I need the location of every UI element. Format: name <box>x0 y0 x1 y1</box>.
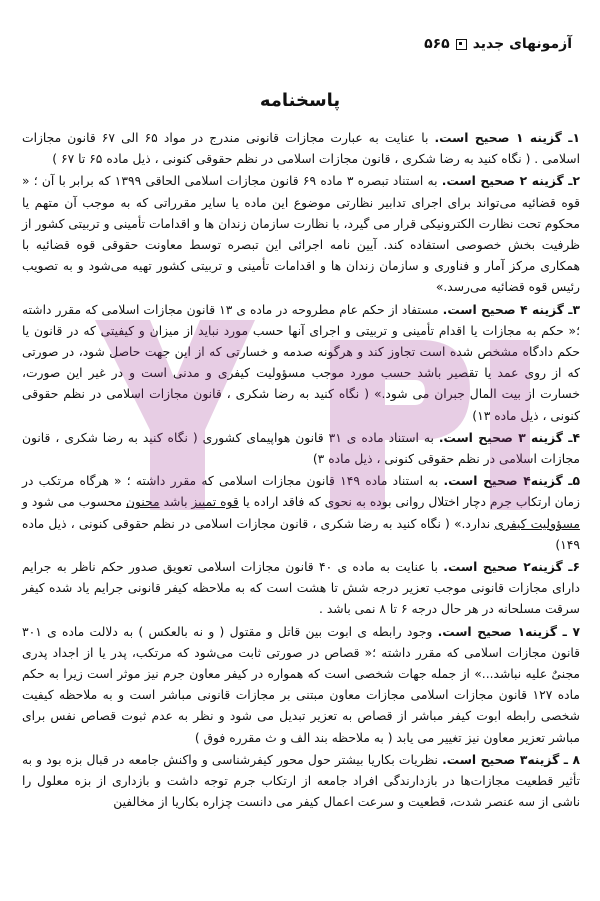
answer-text: به استناد ماده ۱۴۹ قانون مجازات اسلامی که مقرر داشته ؛ « هرگاه مرتکب در زمان ارتکاب جرم دچار اختلال روانی بوده به نحوی که فاقد اراده یا <box>22 474 580 510</box>
answer-text: باشد <box>163 495 188 510</box>
answer-label: ۵ـ گزینه۴ صحیح است. <box>443 474 580 489</box>
answer-item <box>22 750 580 814</box>
answer-text: با عنایت به عبارت مجازات قانونی مندرج در مواد ۶۵ الی ۶۷ قانون مجازات اسلامی . ( نگاه کنید به رضا شکری ، قانون مجازات اسلامی در نظم حقوقی کنونی ، ذیل ماده ۶۵ تا ۶۷ ) <box>22 131 580 167</box>
answer-text: وجود رابطه ی ابوت بین قاتل و مقتول ( و نه بالعکس ) به دلالت ماده ی ۳۰۱ قانون مجازات اسلامی که مقرر داشته ؛« قصاص در صورتی ثابت می‌شود که مرتکب، پدر یا از اجداد پدری مجنیٌ علیه نباشد...» از جمله جهات شخصی است که همواره در کیفر معاون جرم نیز موثر است زیرا به حکم ماده ۱۲۷ قانون مجازات اسلامی مجازات معاون مبتنی بر مجازات قانونی مباشر است و به ملاحظه کیفیت شخصی رابطه ابوت کیفر مباشر از قصاص به تعزیر تبدیل می شود و نظر به عدم ثبوت قصاص نفس برای مباشر تعزیر معاون نیز تغییر می یابد ( به ملاحظه بند الف و ث مقرره فوق ) <box>22 624 580 745</box>
page-title: پاسخنامه <box>259 90 341 111</box>
answer-item <box>22 622 580 749</box>
answer-label: ۶ـ گزینه۲ صحیح است. <box>443 560 581 575</box>
page-header <box>424 36 572 52</box>
answer-label: ۷ ـ گزینه۱ صحیح است. <box>437 624 580 639</box>
answer-label: ۳ـ گزینه ۴ صحیح است. <box>442 302 580 317</box>
answer-text: با عنایت به ماده ی ۴۰ قانون مجازات اسلامی تعویق صدور حکم ناظر به جرایم دارای مجازات قانونی موجب تعزیر درجه شش تا هشت است که به ملاحظه کیفر قانونی جرایم یاد شده کیفر سرقت مسلحانه در هر حال درجه ۶ تا ۸ نمی باشد . <box>22 560 580 617</box>
answer-item <box>22 428 580 470</box>
answer-item <box>22 171 580 298</box>
answer-label: ۴ـ گزینه ۳ صحیح است. <box>438 430 580 445</box>
answer-text: نظریات بکاریا بیشتر حول محور کیفرشناسی و واکنش جامعه در قبال بزه بود و به تأثیر قطعیت مجازات‌ها در بازدارندگی افراد جامعه از ارتکاب جرم توجه داشت و بازداری از بزه معلول را ناشی از سه عنصر شدت، قطعیت و سرعت اعمال کیفر می دانست چزاره بکاریا از مخالفین <box>22 752 580 810</box>
answer-list <box>22 128 580 815</box>
answer-text: به استناد ماده ی ۳۱ قانون هواپیمای کشوری ( نگاه کنید به رضا شکری ، قانون مجازات اسلامی در نظم حقوقی کنونی ، ذیل ماده ۳) <box>22 430 580 467</box>
answer-text: ندارد.» ( نگاه کنید به رضا شکری ، قانون مجازات اسلامی در نظم حقوقی کنونی ، ذیل ماده ۱۴۹) <box>22 516 580 552</box>
answer-item <box>22 471 580 556</box>
answer-label: ۸ ـ گزینه۳ صحیح است. <box>442 752 580 767</box>
answer-item <box>22 128 580 170</box>
answer-text: محسوب می شود و <box>22 495 123 510</box>
answer-text: مستفاد از حکم عام مطروحه در ماده ی ۱۳ قانون مجازات اسلامی که مقرر داشته ؛« حکم به مجازات یا اقدام تأمینی و تربیتی و اجرای آنها حسب مورد نباید از میزان و کیفیتی که در قانون یا حکم دادگاه مشخص شده است تجاوز کند و هرگونه صدمه و خسارتی که از این جهت حاصل شود، در صورتی که از روی عمد یا تقصیر باشد حسب مورد موجب مسؤولیت کیفری و مدنی است و در غیر این صورت، خسارت از بیت المال جبران می شود.» ( نگاه کنید به رضا شکری ، قانون مجازات اسلامی در نظم حقوقی کنونی ، ذیل ماده ۱۳) <box>22 302 580 423</box>
square-bullet-icon <box>456 39 467 50</box>
page-number: ۵۶۵ <box>424 36 450 52</box>
underlined-term: مسؤولیت کیفری <box>494 516 581 531</box>
section-title: آزمونهای جدید <box>472 36 572 52</box>
underlined-term: مجنون <box>126 495 160 510</box>
answer-item <box>22 300 580 427</box>
answer-item <box>22 557 580 621</box>
answer-label: ۲ـ گزینه ۲ صحیح است. <box>441 174 580 189</box>
underlined-term: قوه تمییز <box>191 495 239 510</box>
answer-label: ۱ـ گزینه ۱ صحیح است. <box>434 131 580 145</box>
answer-text: به استناد تبصره ۳ ماده ۶۹ قانون مجازات اسلامی الحاقی ۱۳۹۹ که برابر با آن ؛ « قوه قضائیه می‌تواند برای اجرای تدابیر نظارتی موضوع این ماده یا سایر مقرراتی که به موجب آن متهم یا محکوم تحت نظارت الکترونیکی قرار می گیرد، با نظارت سازمان زندان ها و اقدامات تأمینی و تربیتی کشور از ظرفیت بخش خصوصی استفاده کند. آیین نامه اجرائی این تبصره توسط معاونت حقوقی قوه قضائیه با همکاری مرکز آمار و فناوری و سازمان زندان ها و اقدامات تأمینی و تربیتی کشور تهیه می‌شود و به تصویب رئیس قوه قضائیه می‌رسد.» <box>22 174 580 295</box>
